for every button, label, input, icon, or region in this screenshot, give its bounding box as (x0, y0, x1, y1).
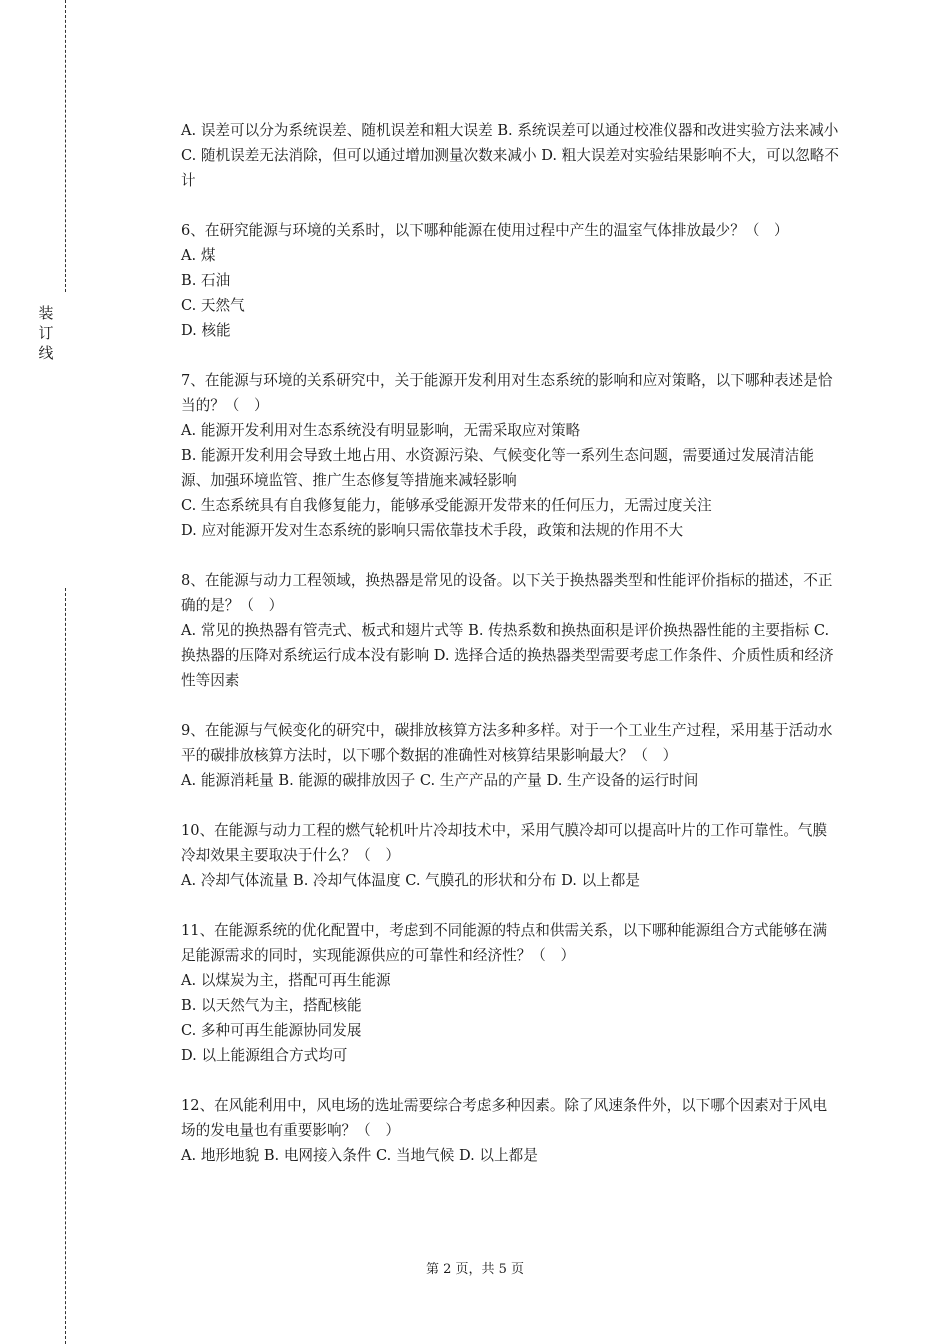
question-11-text: 11、在能源系统的优化配置中，考虑到不同能源的特点和供需关系，以下哪种能源组合方式能够在满足能源需求的同时，实现能源供应的可靠性和经济性？（ ） (181, 922, 828, 964)
question-10-text: 10、在能源与动力工程的燃气轮机叶片冷却技术中，采用气膜冷却可以提高叶片的工作可靠性。气膜冷却效果主要取决于什么？（ ） (181, 822, 828, 864)
question-6-option-a: A. 煤 (181, 247, 216, 264)
binding-char: 装 (38, 304, 54, 322)
question-9-options: A. 能源消耗量 B. 能源的碳排放因子 C. 生产产品的产量 D. 生产设备的运行时间 (181, 772, 699, 789)
question-9-block (181, 718, 841, 793)
question-7-option-a: A. 能源开发利用对生态系统没有明显影响，无需采取应对策略 (181, 422, 581, 439)
question-6-option-b: B. 石油 (181, 272, 231, 289)
question-7-option-b: B. 能源开发利用会导致土地占用、水资源污染、气候变化等一系列生态问题，需要通过发展清洁能源、加强环境监管、推广生态修复等措施来减轻影响 (181, 447, 814, 489)
exam-content (181, 118, 841, 1193)
question-7-text: 7、在能源与环境的关系研究中，关于能源开发利用对生态系统的影响和应对策略，以下哪种表述是恰当的？（ ） (181, 372, 833, 414)
question-7-option-c: C. 生态系统具有自我修复能力，能够承受能源开发带来的任何压力，无需过度关注 (181, 497, 712, 514)
binding-label (36, 303, 56, 363)
binding-dashed-line-top (65, 0, 66, 292)
question-8-options: A. 常见的换热器有管壳式、板式和翅片式等 B. 传热系数和换热面积是评价换热器性能的主要指标 C. 换热器的压降对系统运行成本没有影响 D. 选择合适的换热器类型需要考虑工作条件、介质性质和经济性等因素 (181, 622, 834, 689)
question-7-block (181, 368, 841, 543)
question-7-option-d: D. 应对能源开发对生态系统的影响只需依靠技术手段，政策和法规的作用不大 (181, 522, 684, 539)
question-6-option-c: C. 天然气 (181, 297, 245, 314)
question-6-option-d: D. 核能 (181, 322, 231, 339)
question-12-text: 12、在风能利用中，风电场的选址需要综合考虑多种因素。除了风速条件外，以下哪个因素对于风电场的发电量也有重要影响？（ ） (181, 1097, 828, 1139)
question-8-text: 8、在能源与动力工程领域，换热器是常见的设备。以下关于换热器类型和性能评价指标的描述，不正确的是？（ ） (181, 572, 833, 614)
question-5-options: A. 误差可以分为系统误差、随机误差和粗大误差 B. 系统误差可以通过校准仪器和改进实验方法来减小 C. 随机误差无法消除，但可以通过增加测量次数来减小 D. 粗大误差对实验结果影响不大，可以忽略不计 (181, 122, 839, 189)
question-9-text: 9、在能源与气候变化的研究中，碳排放核算方法多种多样。对于一个工业生产过程，采用基于活动水平的碳排放核算方法时，以下哪个数据的准确性对核算结果影响最大？（ ） (181, 722, 833, 764)
page-number-footer: 第 2 页，共 5 页 (425, 1262, 525, 1277)
question-6-text: 6、在研究能源与环境的关系时，以下哪种能源在使用过程中产生的温室气体排放最少？（ ） (181, 222, 789, 239)
question-11-option-b: B. 以天然气为主，搭配核能 (181, 997, 362, 1014)
question-11-option-c: C. 多种可再生能源协同发展 (181, 1022, 362, 1039)
question-8-block (181, 568, 841, 693)
question-11-block (181, 918, 841, 1068)
question-10-block (181, 818, 841, 893)
binding-char: 线 (38, 344, 54, 362)
question-11-option-d: D. 以上能源组合方式均可 (181, 1047, 348, 1064)
binding-dashed-line-bottom (65, 588, 66, 1344)
question-5-block (181, 118, 841, 193)
question-11-option-a: A. 以煤炭为主，搭配可再生能源 (181, 972, 391, 989)
question-10-options: A. 冷却气体流量 B. 冷却气体温度 C. 气膜孔的形状和分布 D. 以上都是 (181, 872, 640, 889)
question-12-options: A. 地形地貌 B. 电网接入条件 C. 当地气候 D. 以上都是 (181, 1147, 538, 1164)
question-12-block (181, 1093, 841, 1168)
question-6-block (181, 218, 841, 343)
binding-char: 订 (38, 324, 54, 342)
